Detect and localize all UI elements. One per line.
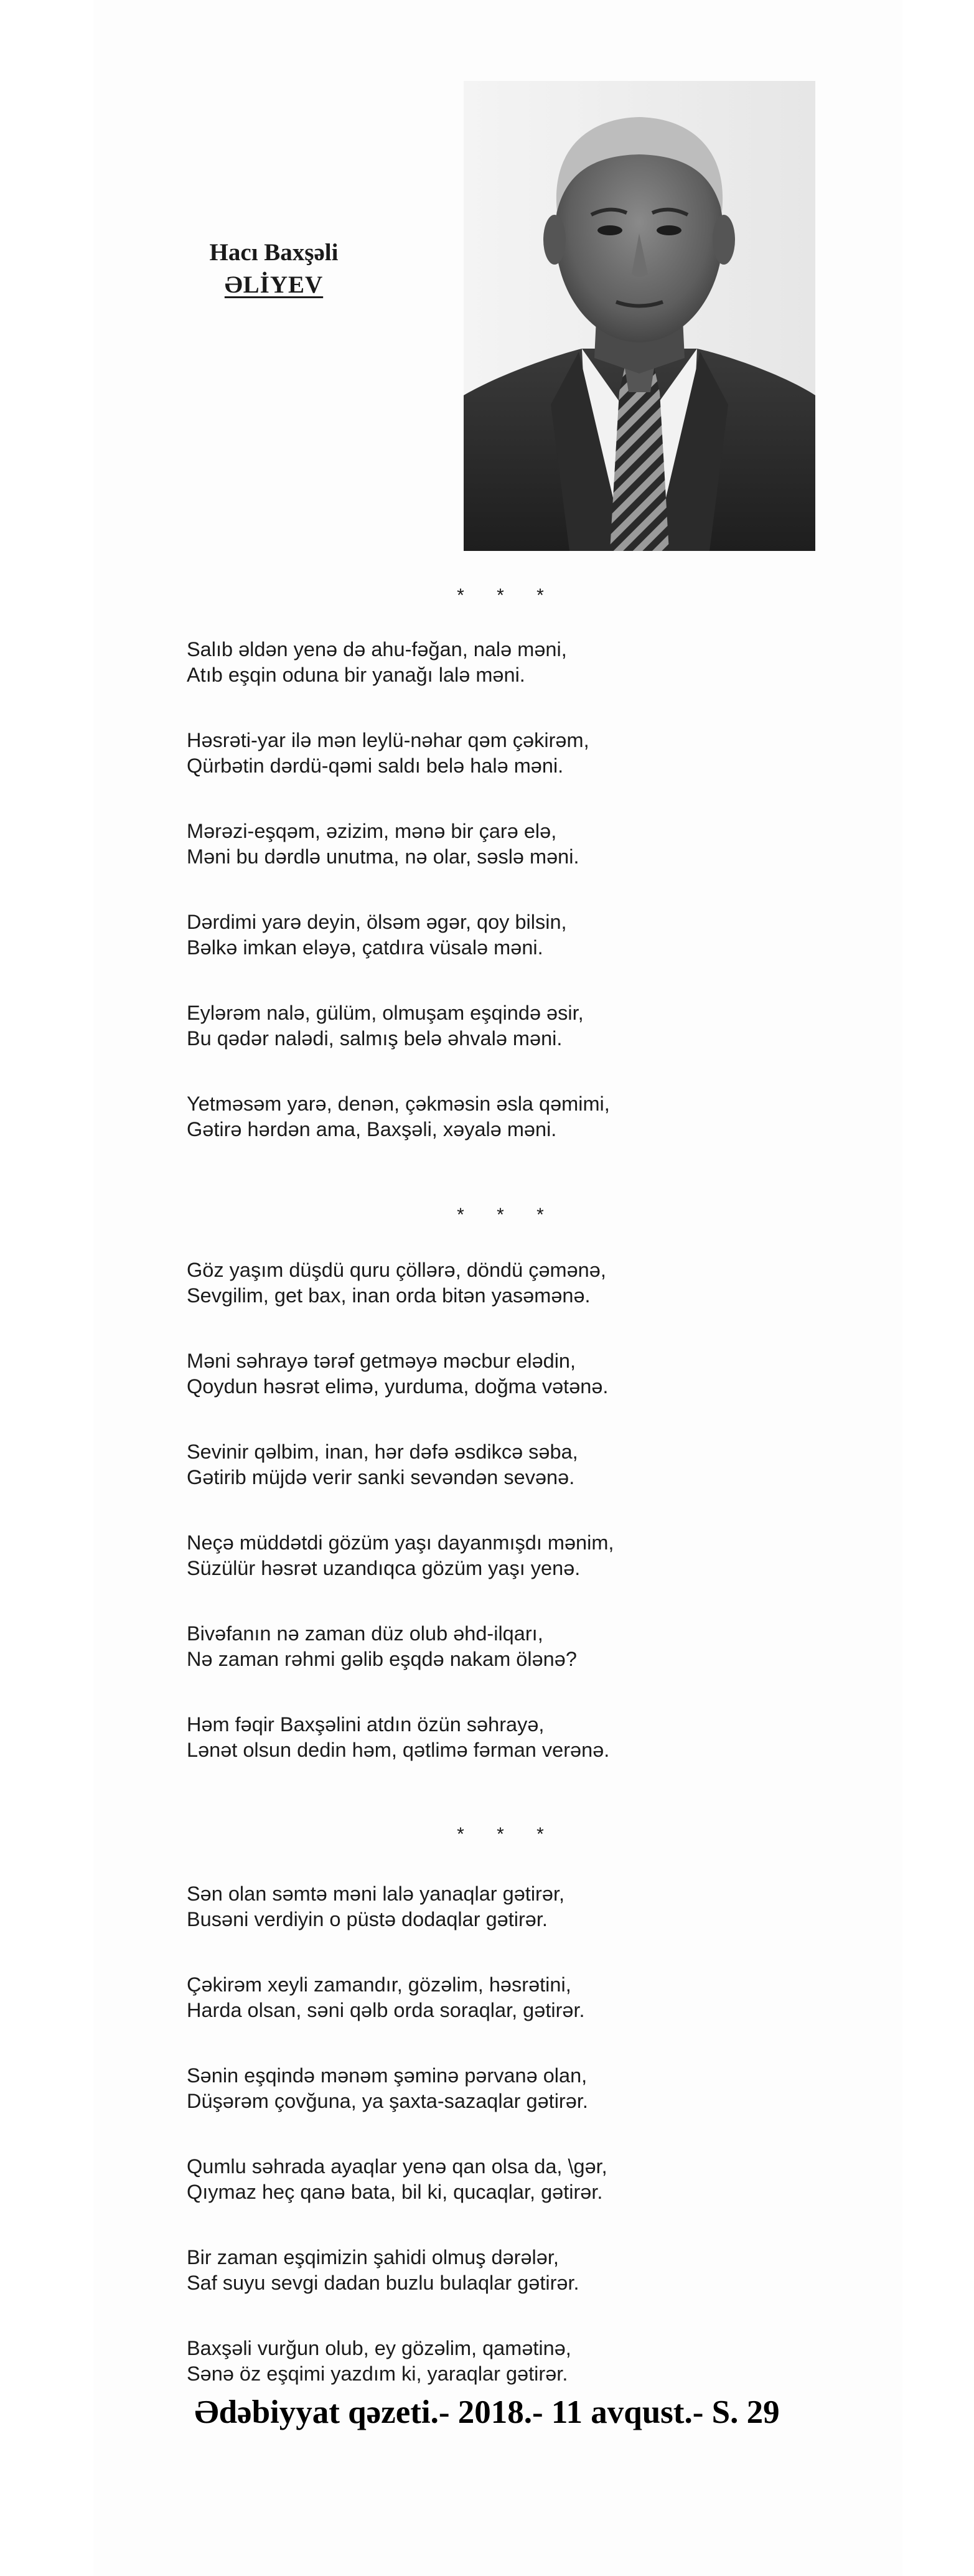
- author-last-name: ƏLİYEV: [224, 271, 324, 298]
- poem-line: Lənət olsun dedin həm, qətlimə fərman verənə.: [187, 1739, 610, 1761]
- source-citation: Ədəbiyyat qəzeti.- 2018.- 11 avqust.- S. 29: [194, 2394, 780, 2430]
- portrait-icon: [464, 81, 815, 551]
- stanza: [187, 1712, 784, 1763]
- stanza: [187, 910, 784, 961]
- author-name: [193, 237, 355, 301]
- poem-line: Sevinir qəlbim, inan, hər dəfə əsdikcə səba,: [187, 1441, 578, 1463]
- poem-line: Nə zaman rəhmi gəlib eşqdə nakam ölənə?: [187, 1648, 577, 1670]
- poem-2: [187, 1257, 784, 1803]
- poem-line: Yetməsəm yarə, denən, çəkməsin əsla qəmimi,: [187, 1093, 610, 1115]
- stanza: [187, 2245, 784, 2296]
- poem-line: Neçə müddətdi gözüm yaşı dayanmışdı mənim,: [187, 1531, 614, 1554]
- stanza: [187, 1257, 784, 1309]
- poem-line: Qumlu səhrada ayaqlar yenə qan olsa da, \gər,: [187, 2155, 607, 2178]
- poem-line: Məni bu dərdlə unutma, nə olar, səslə məni.: [187, 845, 579, 868]
- poem-line: Sənə öz eşqimi yazdım ki, yaraqlar gətirər.: [187, 2362, 568, 2385]
- stanza: [187, 2063, 784, 2114]
- author-first-name: Hacı Baxşəli: [209, 239, 339, 266]
- poem-line: Gətirib müjdə verir sanki sevəndən sevənə.: [187, 1466, 575, 1488]
- poem-line: Baxşəli vurğun olub, ey gözəlim, qamətinə,: [187, 2337, 571, 2359]
- poem-2-separator: * * *: [457, 1205, 558, 1225]
- poem-3-separator: * * *: [457, 1824, 558, 1845]
- poem-1: [187, 637, 784, 1182]
- author-portrait: [464, 81, 815, 551]
- poem-line: Sənin eşqində mənəm şəminə pərvanə olan,: [187, 2064, 588, 2087]
- poem-line: Göz yaşım düşdü quru çöllərə, döndü çəmənə,: [187, 1259, 606, 1281]
- poem-line: Bəlkə imkan eləyə, çatdıra vüsalə məni.: [187, 936, 543, 959]
- poem-line: Süzülür həsrət uzandıqca gözüm yaşı yenə.: [187, 1557, 581, 1579]
- stanza: [187, 637, 784, 688]
- stanza: [187, 728, 784, 779]
- poem-line: Sən olan səmtə məni lalə yanaqlar gətirər,: [187, 1883, 565, 1905]
- poem-line: Harda olsan, səni qəlb orda soraqlar, gətirər.: [187, 1999, 585, 2021]
- poem-line: Həsrəti-yar ilə mən leylü-nəhar qəm çəkirəm,: [187, 729, 589, 751]
- poem-line: Düşərəm çovğuna, ya şaxta-sazaqlar gətirər.: [187, 2090, 588, 2112]
- stanza: [187, 1881, 784, 1932]
- poem-3: [187, 1881, 784, 2427]
- poem-line: Bivəfanın nə zaman düz olub əhd-ilqarı,: [187, 1622, 543, 1645]
- poem-line: Eylərəm nalə, gülüm, olmuşam eşqində əsir,: [187, 1002, 584, 1024]
- poem-line: Bu qədər nalədi, salmış belə əhvalə məni.: [187, 1027, 563, 1050]
- poem-line: Gətirə hərdən ama, Baxşəli, xəyalə məni.: [187, 1118, 557, 1140]
- poem-line: Salıb əldən yenə də ahu-fəğan, nalə məni,: [187, 638, 567, 660]
- stanza: [187, 1972, 784, 2023]
- poem-line: Sevgilim, get bax, inan orda bitən yasəmənə.: [187, 1284, 591, 1307]
- poem-line: Məni səhrayə tərəf getməyə məcbur elədin,: [187, 1350, 576, 1372]
- stanza: [187, 1000, 784, 1051]
- stanza: [187, 2154, 784, 2205]
- poem-line: Qıymaz heç qanə bata, bil ki, qucaqlar, gətirər.: [187, 2181, 603, 2203]
- poem-line: Mərəzi-eşqəm, əzizim, mənə bir çarə elə,: [187, 820, 557, 842]
- poem-line: Bir zaman eşqimizin şahidi olmuş dərələr,: [187, 2246, 559, 2268]
- poem-line: Busəni verdiyin o püstə dodaqlar gətirər.: [187, 1908, 548, 1930]
- poem-line: Atıb eşqin oduna bir yanağı lalə məni.: [187, 664, 525, 686]
- stanza: [187, 1439, 784, 1490]
- poem-line: Qoydun həsrət elimə, yurduma, doğma vətənə.: [187, 1375, 609, 1398]
- stanza: [187, 1348, 784, 1399]
- poem-line: Qürbətin dərdü-qəmi saldı belə halə məni.: [187, 754, 564, 777]
- stanza: [187, 1530, 784, 1581]
- poem-line: Həm fəqir Baxşəlini atdın özün səhrayə,: [187, 1713, 545, 1736]
- stanza: [187, 1091, 784, 1142]
- stanza: [187, 1621, 784, 1672]
- stanza: [187, 819, 784, 870]
- poem-line: Dərdimi yarə deyin, ölsəm əgər, qoy bilsin,: [187, 911, 567, 933]
- poem-line: Çəkirəm xeyli zamandır, gözəlim, həsrətini,: [187, 1973, 571, 1996]
- poem-line: Saf suyu sevgi dadan buzlu bulaqlar gətirər.: [187, 2272, 579, 2294]
- stanza: [187, 2336, 784, 2387]
- poem-1-separator: * * *: [457, 585, 558, 606]
